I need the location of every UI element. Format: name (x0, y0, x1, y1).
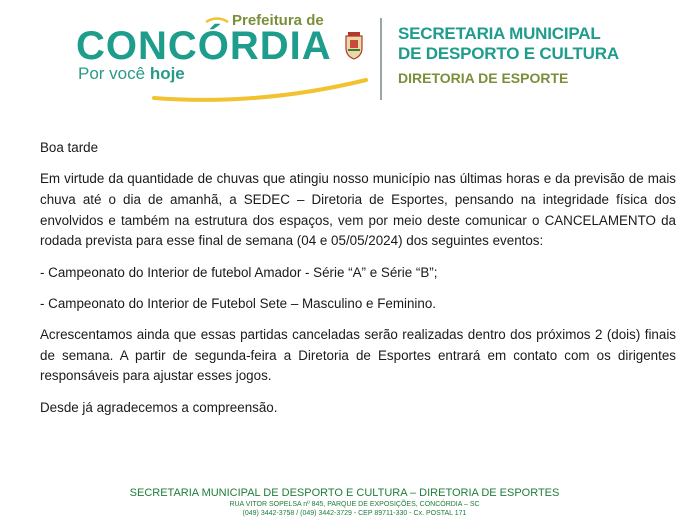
header-divider (380, 18, 382, 100)
logo-swoosh-icon (150, 76, 370, 106)
prefeitura-arc-icon (205, 17, 229, 23)
slogan-plain: Por você (78, 64, 150, 83)
city-crest-icon (342, 30, 366, 60)
letter-body (40, 138, 676, 429)
letter-footer (0, 486, 679, 518)
prefeitura-label: Prefeitura de (232, 12, 324, 29)
diretoria-label: DIRETORIA DE ESPORTE (398, 70, 569, 86)
closing-line: Desde já agradecemos a compreensão. (40, 399, 278, 415)
footer-title: SECRETARIA MUNICIPAL DE DESPORTO E CULTURA – DIRETORIA DE ESPORTES (129, 487, 560, 499)
slogan-bold: hoje (149, 64, 185, 83)
city-logo-text: CONCÓRDIA (76, 24, 332, 68)
list-item-series-ab: - Campeonato do Interior de futebol Amador - Série “A” e Série “B”; (40, 264, 438, 280)
paragraph-reschedule: Acrescentamos ainda que essas partidas canceladas serão realizadas dentro dos próximos 2 (dois) finais de semana. A partir de segunda-feira a Diretoria de Esportes entrará em contato com os dirigentes responsáveis para ajustar esses jogos. (40, 326, 676, 384)
list-item-futebol-sete: - Campeonato do Interior de Futebol Sete – Masculino e Feminino. (40, 295, 436, 311)
letterhead (0, 0, 679, 110)
footer-address: RUA VITOR SOPELSA nº 845, PARQUE DE EXPOSIÇÕES, CONCÓRDIA – SC (229, 501, 480, 508)
secretaria-line-1: SECRETARIA MUNICIPAL (398, 24, 601, 43)
footer-contact: (049) 3442-3758 / (049) 3442-3729 - CEP 89711-330 - Cx. POSTAL 171 (242, 510, 467, 517)
secretaria-line-2: DE DESPORTO E CULTURA (398, 44, 619, 63)
greeting: Boa tarde (40, 140, 99, 155)
paragraph-announcement: Em virtude da quantidade de chuvas que atingiu nosso município nas últimas horas e da previsão de mais chuva até o dia de amanhã, a SEDEC – Diretoria de Esportes, pensando na integridade física dos envolvidos e também na estrutura dos espaços, vem por meio deste comunicar o CANCELAMENTO da rodada prevista para esse final de semana (04 e 05/05/2024) dos seguintes eventos: (40, 171, 676, 249)
